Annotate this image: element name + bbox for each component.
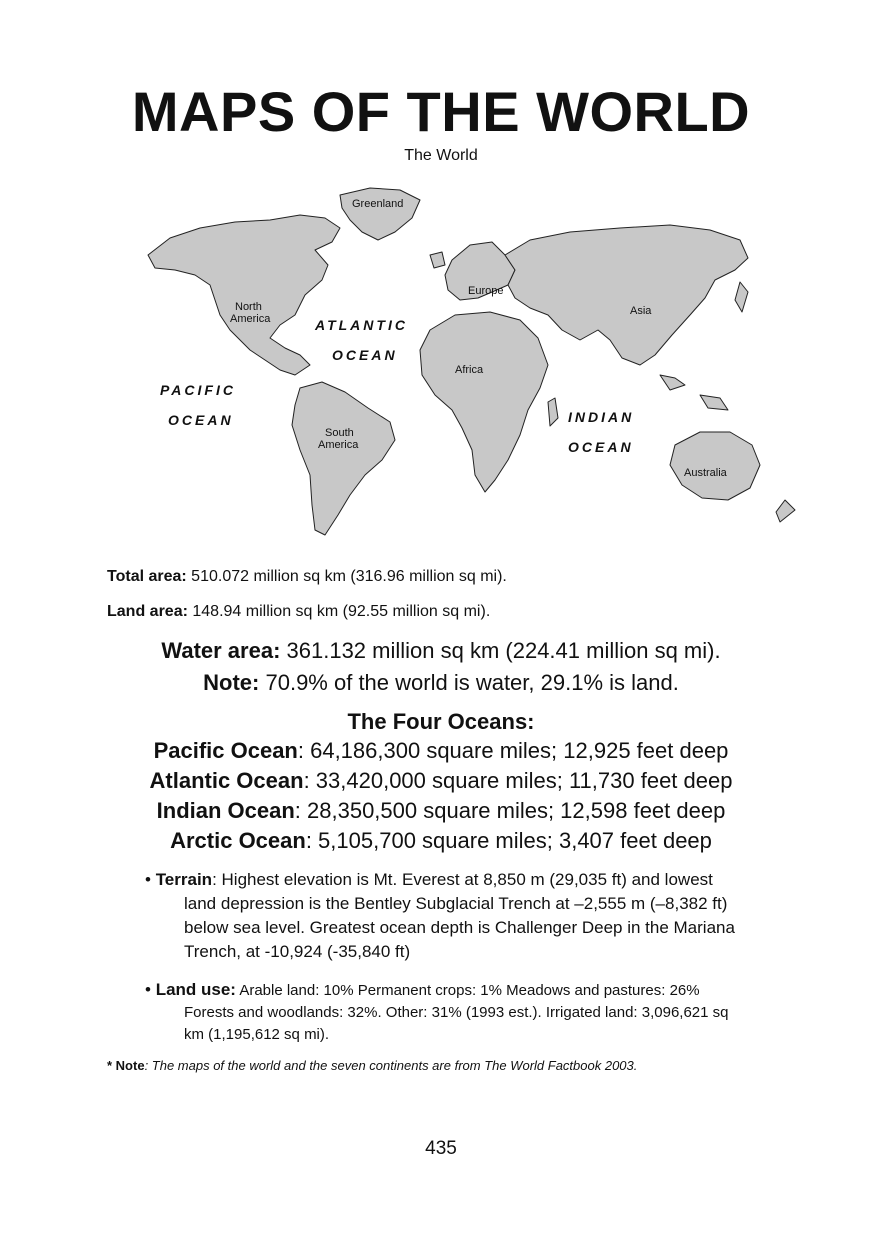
- page-title: MAPS OF THE WORLD: [131, 80, 751, 143]
- water-note: [0, 670, 882, 696]
- terrain-line-2: land depression is the Bentley Subglacial Trench at –2,555 m (–8,382 ft): [184, 894, 728, 913]
- land-area: [107, 603, 490, 621]
- africa-shape: [420, 312, 548, 492]
- bullet-icon: •: [145, 870, 156, 889]
- ocean-row: [0, 738, 882, 764]
- label-north-america-1: North: [235, 301, 262, 313]
- label-africa: Africa: [455, 364, 484, 376]
- australia-shape: [670, 432, 760, 500]
- world-map: [100, 170, 810, 550]
- bullet-icon: •: [145, 980, 156, 999]
- label-asia: Asia: [630, 305, 652, 317]
- label-australia: Australia: [684, 467, 727, 479]
- land-use-line-1: Arable land: 10% Permanent crops: 1% Meadows and pastures: 26%: [235, 982, 700, 999]
- oceans-heading-text: The Four Oceans:: [347, 709, 535, 734]
- terrain-bullet: [145, 868, 775, 964]
- north-america-shape: [148, 215, 340, 375]
- total-area-label: Total area:: [107, 568, 187, 585]
- map-caption: The World: [404, 147, 478, 164]
- ocean-row: [0, 828, 882, 854]
- label-greenland: Greenland: [352, 198, 404, 210]
- ocean-row: [0, 798, 882, 824]
- ocean-name: Indian Ocean: [156, 798, 295, 823]
- label-europe: Europe: [468, 285, 504, 297]
- terrain-line-1: : Highest elevation is Mt. Everest at 8,850 m (29,035 ft) and lowest: [212, 870, 713, 889]
- label-indian-ocean-1: INDIAN: [568, 409, 635, 425]
- water-area-value: 361.132 million sq km (224.41 million sq mi).: [280, 638, 721, 663]
- ocean-name: Pacific Ocean: [153, 738, 298, 763]
- total-area: [107, 568, 507, 586]
- water-note-label: Note:: [203, 670, 260, 695]
- ocean-detail: : 64,186,300 square miles; 12,925 feet deep: [297, 738, 729, 763]
- label-south-america-1: South: [325, 427, 354, 439]
- label-pacific-ocean-2: OCEAN: [168, 412, 234, 428]
- ocean-detail: : 33,420,000 square miles; 11,730 feet deep: [303, 768, 733, 793]
- ocean-name: Arctic Ocean: [170, 828, 306, 853]
- label-indian-ocean-2: OCEAN: [568, 439, 634, 455]
- land-use-label: Land use:: [155, 980, 236, 999]
- land-area-value: 148.94 million sq km (92.55 million sq mi).: [187, 603, 491, 620]
- land-area-label: Land area:: [107, 603, 188, 620]
- land-use-line-2: Forests and woodlands: 32%. Other: 31% (1993 est.). Irrigated land: 3,096,621 sq: [184, 1004, 729, 1021]
- label-pacific-ocean-1: PACIFIC: [160, 382, 236, 398]
- water-area: [0, 638, 882, 664]
- oceans-heading: [0, 709, 882, 735]
- footnote-label: * Note: [107, 1058, 145, 1073]
- footnote: [107, 1058, 637, 1073]
- terrain-label: Terrain: [155, 870, 213, 889]
- water-note-value: 70.9% of the world is water, 29.1% is land.: [259, 670, 679, 695]
- land-use-line-3: km (1,195,612 sq mi).: [184, 1026, 330, 1043]
- page-number: 435: [425, 1138, 457, 1159]
- label-south-america-2: America: [318, 439, 359, 451]
- greenland-shape: [340, 188, 420, 240]
- ocean-row: [0, 768, 882, 794]
- terrain-line-4: Trench, at -10,924 (-35,840 ft): [184, 942, 411, 961]
- ocean-detail: : 28,350,500 square miles; 12,598 feet deep: [294, 798, 726, 823]
- label-atlantic-ocean-1: ATLANTIC: [315, 317, 408, 333]
- ocean-detail: : 5,105,700 square miles; 3,407 feet deep: [305, 828, 712, 853]
- south-america-shape: [292, 382, 395, 535]
- terrain-line-3: below sea level. Greatest ocean depth is Challenger Deep in the Mariana: [184, 918, 735, 937]
- land-use-bullet: [145, 979, 775, 1046]
- label-north-america-2: America: [230, 313, 271, 325]
- ocean-name: Atlantic Ocean: [149, 768, 304, 793]
- label-atlantic-ocean-2: OCEAN: [332, 347, 398, 363]
- total-area-value: 510.072 million sq km (316.96 million sq mi).: [186, 568, 507, 585]
- water-area-label: Water area:: [161, 638, 281, 663]
- asia-shape: [505, 225, 748, 365]
- footnote-text: : The maps of the world and the seven continents are from The World Factbook 2003.: [144, 1058, 638, 1073]
